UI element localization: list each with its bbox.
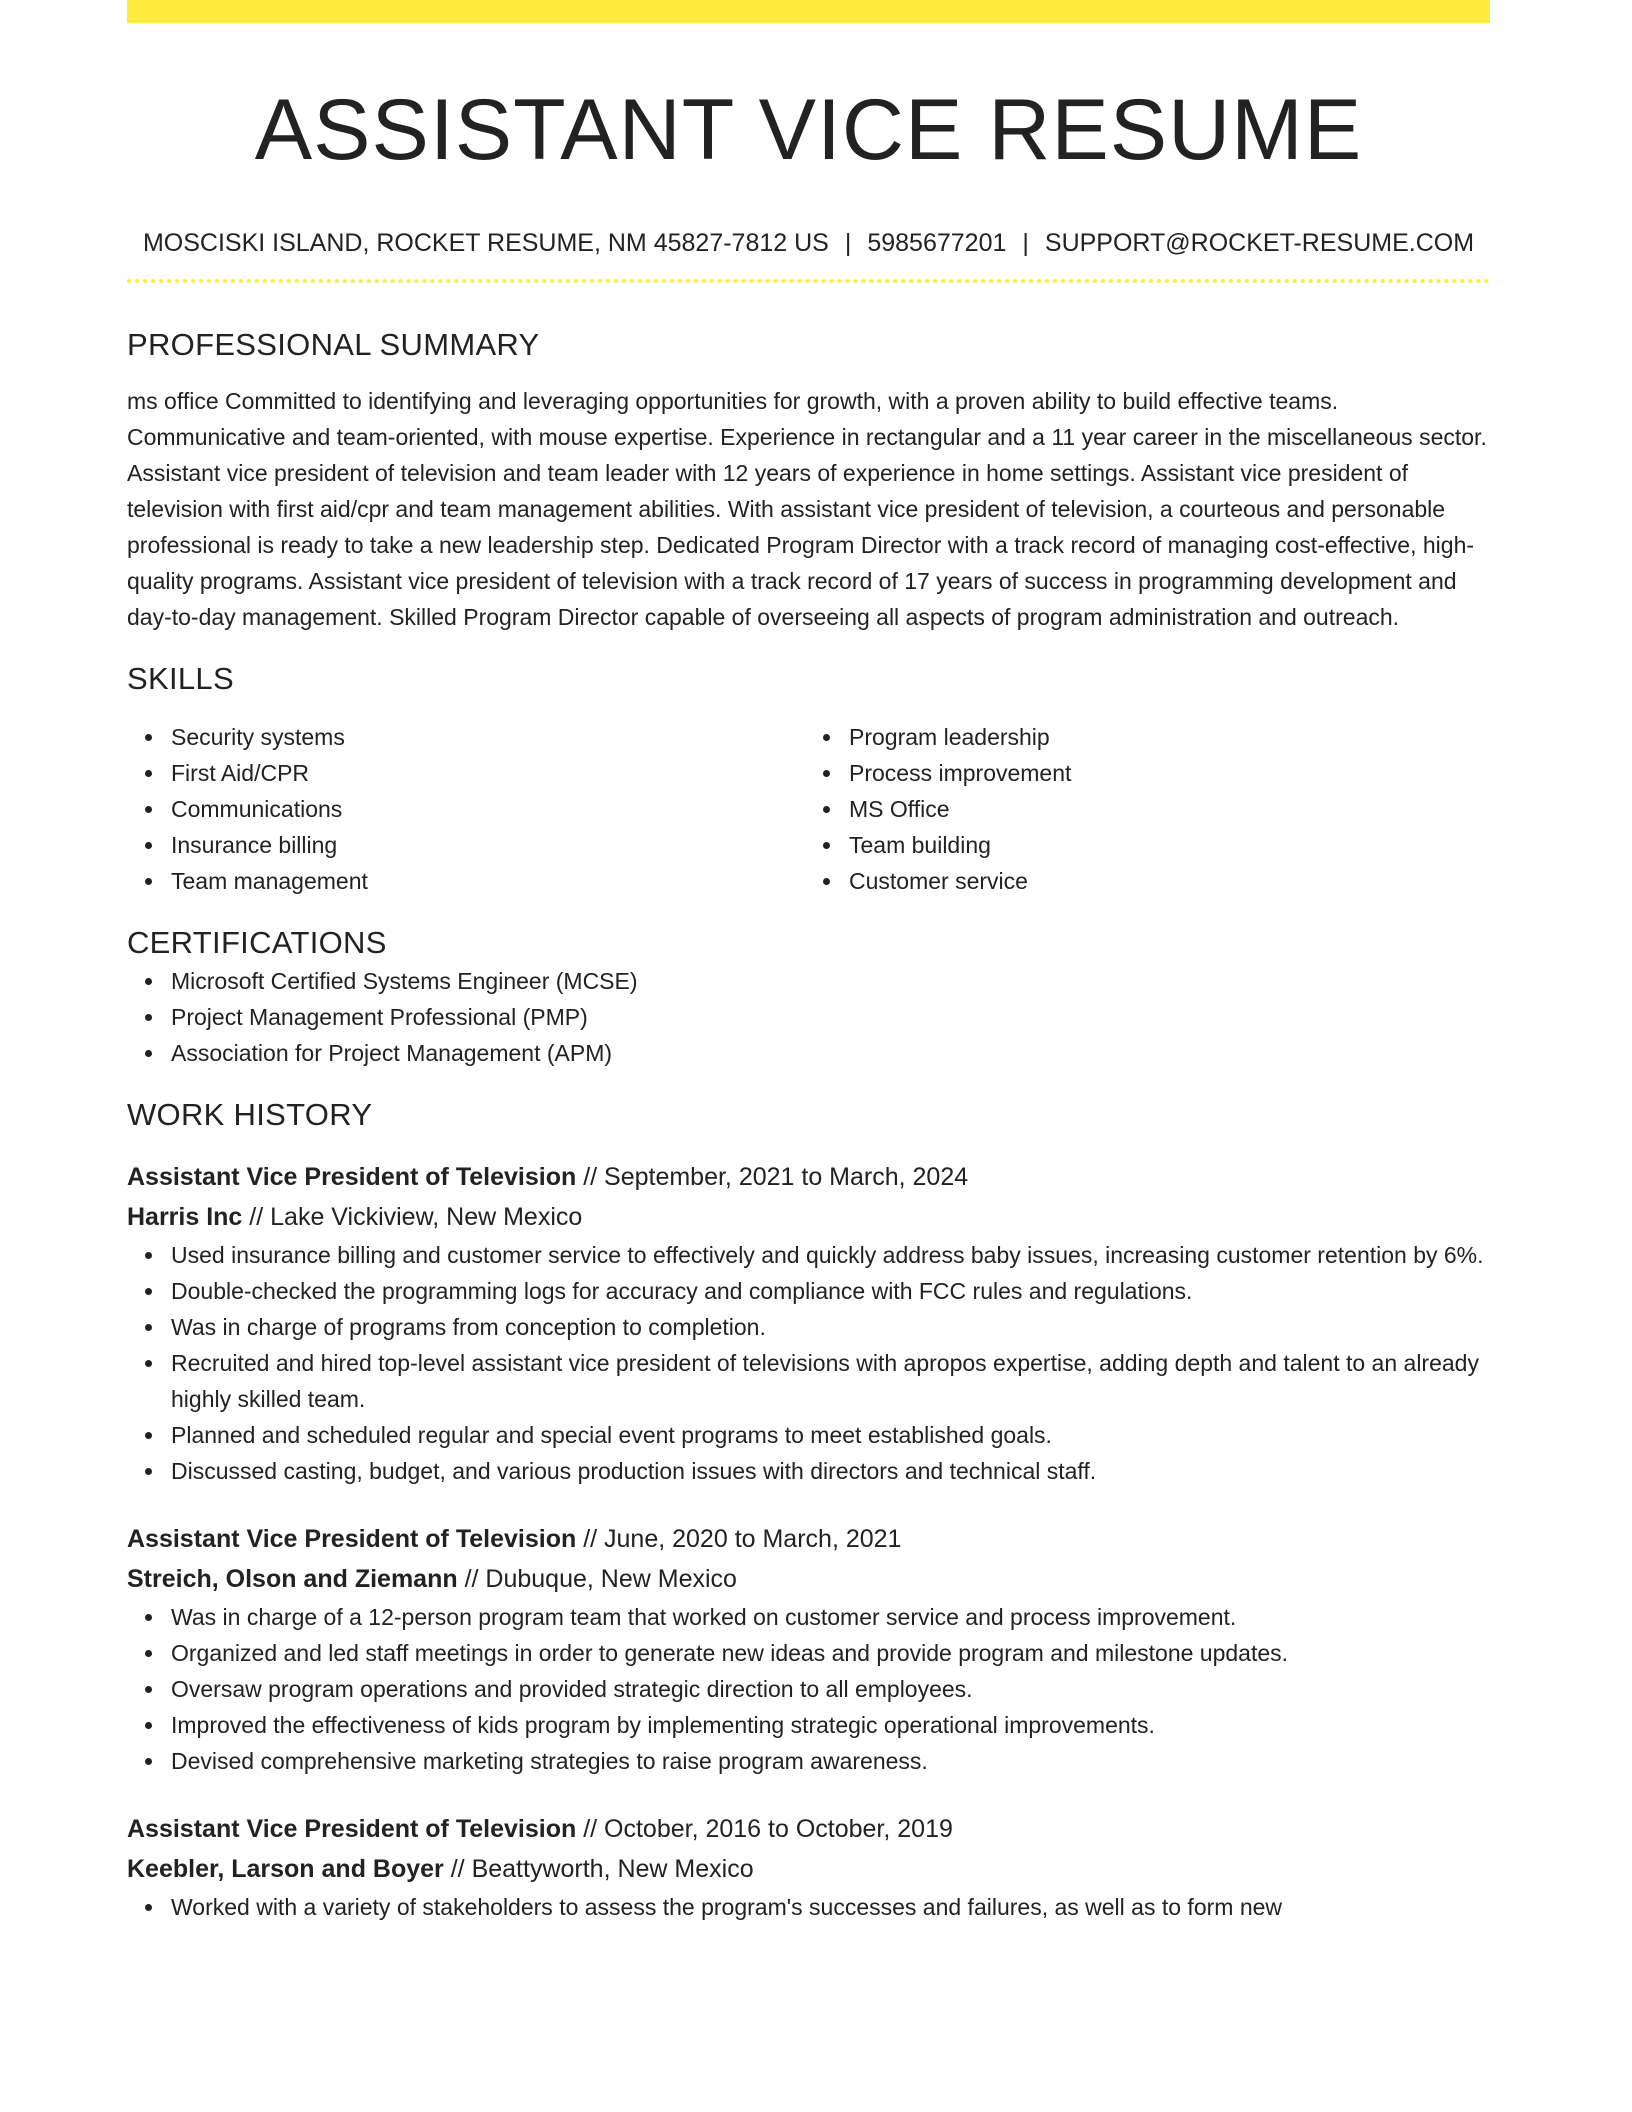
contact-line (127, 228, 1490, 258)
skills-grid (127, 719, 1490, 899)
skill-item: Team management (127, 863, 805, 899)
job-duty: Discussed casting, budget, and various production issues with directors and technical staff. (127, 1453, 1490, 1489)
job-title-line (127, 1519, 1490, 1559)
skill-item: Program leadership (805, 719, 1483, 755)
job-duty: Worked with a variety of stakeholders to assess the program's successes and failures, as well as to form new (127, 1889, 1490, 1925)
job-duty: Used insurance billing and customer service to effectively and quickly address baby issues, increasing customer retention by 6%. (127, 1237, 1490, 1273)
certification-item: Project Management Professional (PMP) (127, 999, 1490, 1035)
skill-item: First Aid/CPR (127, 755, 805, 791)
contact-email: SUPPORT@ROCKET-RESUME.COM (1044, 229, 1475, 257)
contact-address: MOSCISKI ISLAND, ROCKET RESUME, NM 45827-7812 US (142, 229, 829, 257)
job-company-line (127, 1197, 1490, 1237)
skill-item: Customer service (805, 863, 1483, 899)
job-duty: Was in charge of a 12-person program team that worked on customer service and process improvement. (127, 1599, 1490, 1635)
certifications-list (127, 963, 1490, 1071)
resume-name: ASSISTANT VICE RESUME (254, 82, 1363, 178)
job-title-line (127, 1809, 1490, 1849)
contact-phone: 5985677201 (867, 229, 1007, 257)
summary-text: ms office Committed to identifying and leveraging opportunities for growth, with a proven ability to build effective teams. Communicative and team-oriented, with mouse expertise. Experience in rectangular and a 11 year career in the miscellaneous sector. Assistant vice president of television and team leader with 12 years of experience in home settings. Assistant vice president of television with first aid/cpr and team management abilities. With assistant vice president of television, a courteous and personable professional is ready to take a new leadership step. Dedicated Program Director with a track record of managing cost-effective, high-quality programs. Assistant vice president of television with a track record of 17 years of success in programming development and day-to-day management. Skilled Program Director capable of overseeing all aspects of program administration and outreach. (127, 388, 1487, 630)
skill-item: Team building (805, 827, 1483, 863)
skill-item: Communications (127, 791, 805, 827)
skill-item: Security systems (127, 719, 805, 755)
job-entry (127, 1809, 1490, 1925)
skills-heading: SKILLS (127, 661, 234, 696)
contact-separator: | (844, 229, 852, 257)
certification-item: Microsoft Certified Systems Engineer (MCSE) (127, 963, 1490, 999)
job-location: // Dubuque, New Mexico (464, 1565, 737, 1593)
skill-item: Process improvement (805, 755, 1483, 791)
job-duties-list (127, 1237, 1490, 1489)
job-entry (127, 1157, 1490, 1489)
job-company: Harris Inc (127, 1203, 243, 1231)
summary-heading: PROFESSIONAL SUMMARY (127, 327, 540, 362)
job-company-line (127, 1849, 1490, 1889)
job-company: Streich, Olson and Ziemann (127, 1565, 458, 1593)
skill-item: MS Office (805, 791, 1483, 827)
skill-item: Insurance billing (127, 827, 805, 863)
job-dates: // June, 2020 to March, 2021 (583, 1525, 902, 1553)
job-entry (127, 1519, 1490, 1779)
job-duty: Organized and led staff meetings in order to generate new ideas and provide program and milestone updates. (127, 1635, 1490, 1671)
job-location: // Lake Vickiview, New Mexico (249, 1203, 583, 1231)
job-duty: Planned and scheduled regular and special event programs to meet established goals. (127, 1417, 1490, 1453)
resume-content (127, 0, 1490, 1925)
contact-separator: | (1022, 229, 1029, 257)
job-duty: Oversaw program operations and provided strategic direction to all employees. (127, 1671, 1490, 1707)
job-company: Keebler, Larson and Boyer (127, 1855, 444, 1883)
certification-item: Association for Project Management (APM) (127, 1035, 1490, 1071)
job-title: Assistant Vice President of Television (127, 1525, 577, 1553)
job-title-line (127, 1157, 1490, 1197)
job-title: Assistant Vice President of Television (127, 1163, 577, 1191)
certifications-heading: CERTIFICATIONS (127, 925, 387, 960)
job-dates: // September, 2021 to March, 2024 (583, 1163, 969, 1191)
job-company-line (127, 1559, 1490, 1599)
skills-column-left (127, 719, 805, 899)
work-history-heading: WORK HISTORY (127, 1097, 373, 1132)
job-duties-list (127, 1889, 1490, 1925)
job-dates: // October, 2016 to October, 2019 (583, 1815, 953, 1843)
job-duty: Devised comprehensive marketing strategies to raise program awareness. (127, 1743, 1490, 1779)
skills-column-right (805, 719, 1483, 899)
dotted-divider (127, 279, 1490, 283)
job-location: // Beattyworth, New Mexico (450, 1855, 754, 1883)
job-duty: Was in charge of programs from conception to completion. (127, 1309, 1490, 1345)
job-duty: Improved the effectiveness of kids program by implementing strategic operational improvements. (127, 1707, 1490, 1743)
job-title: Assistant Vice President of Television (127, 1815, 577, 1843)
job-duty: Recruited and hired top-level assistant vice president of televisions with apropos expertise, adding depth and talent to an already highly skilled team. (127, 1345, 1490, 1417)
job-duty: Double-checked the programming logs for accuracy and compliance with FCC rules and regulations. (127, 1273, 1490, 1309)
job-duties-list (127, 1599, 1490, 1779)
